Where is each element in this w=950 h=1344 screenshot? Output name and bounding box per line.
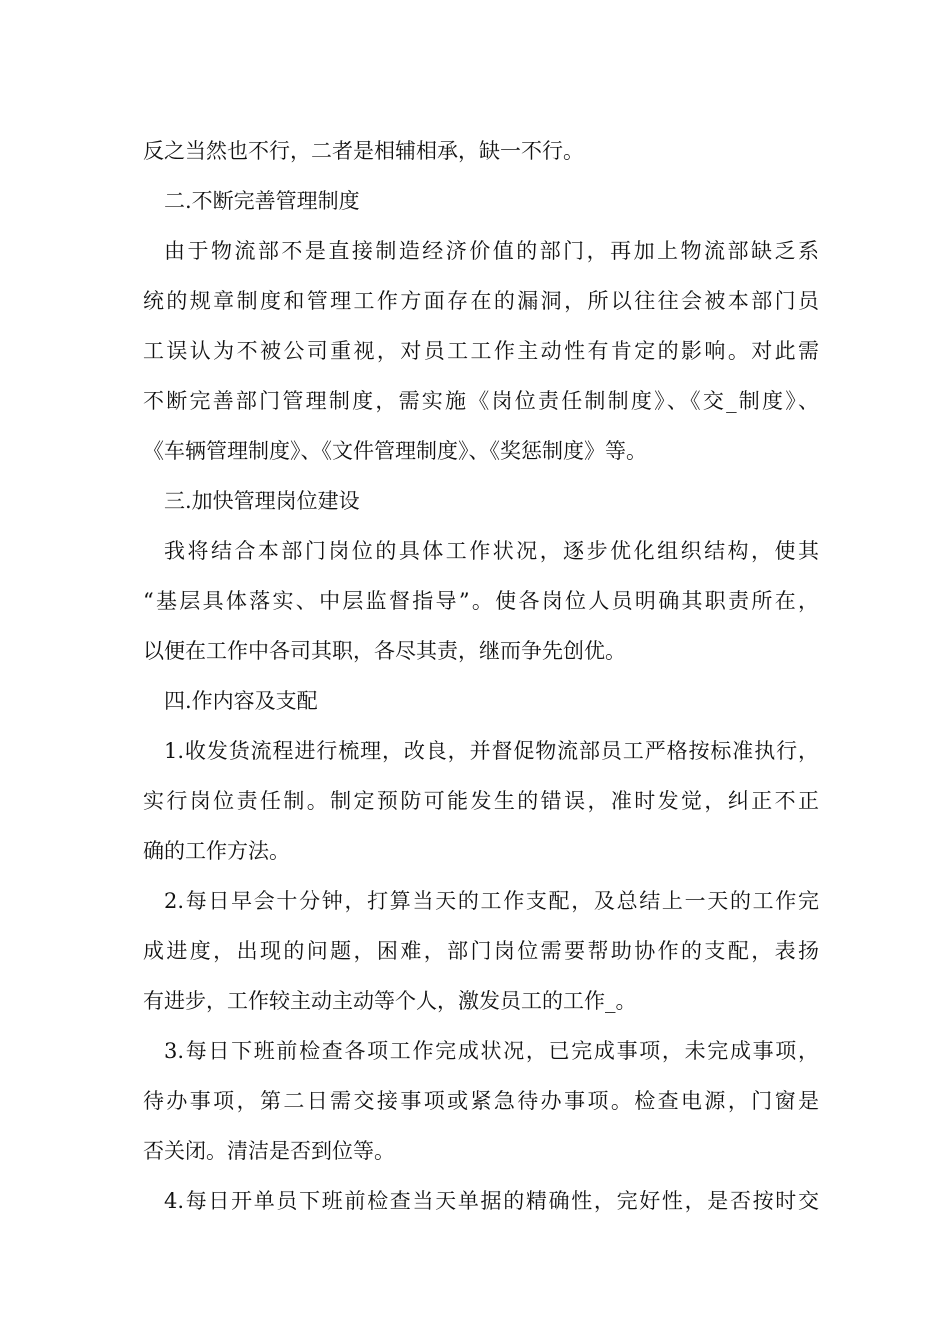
text-line: 不断完善部门管理制度，需实施《岗位责任制制度》、《交_制度》、: [143, 389, 819, 413]
text-line: 3.每日下班前检查各项工作完成状况，已完成事项，未完成事项，: [164, 1039, 819, 1063]
text-line: 我将结合本部门岗位的具体工作状况，逐步优化组织结构，使其: [164, 539, 819, 563]
text-line: 4.每日开单员下班前检查当天单据的精确性，完好性，是否按时交: [164, 1189, 819, 1213]
text-line: 2.每日早会十分钟，打算当天的工作支配，及总结上一天的工作完: [164, 889, 819, 913]
text-line: 有进步，工作较主动主动等个人，激发员工的工作_。: [143, 989, 637, 1013]
text-line: 以便在工作中各司其职，各尽其责，继而争先创优。: [143, 639, 626, 663]
section-heading: 二.不断完善管理制度: [164, 189, 360, 213]
text-line: 反之当然也不行，二者是相辅相承，缺一不行。: [143, 139, 584, 163]
text-line: 《车辆管理制度》、《文件管理制度》、《奖惩制度》等。: [143, 439, 647, 463]
text-line: 待办事项，第二日需交接事项或紧急待办事项。检查电源，门窗是: [143, 1089, 819, 1113]
text-line: 工误认为不被公司重视，对员工工作主动性有肯定的影响。对此需: [143, 339, 819, 363]
text-line: 成进度，出现的问题，困难，部门岗位需要帮助协作的支配，表扬: [143, 939, 819, 963]
text-line: 1.收发货流程进行梳理，改良，并督促物流部员工严格按标准执行，: [164, 739, 819, 763]
document-body: [143, 126, 819, 1226]
text-line: 否关闭。清洁是否到位等。: [143, 1139, 395, 1163]
text-line: “基层具体落实、中层监督指导”。使各岗位人员明确其职责所在，: [143, 589, 819, 613]
section-heading: 三.加快管理岗位建设: [164, 489, 360, 513]
section-heading: 四.作内容及支配: [164, 689, 318, 713]
text-line: 统的规章制度和管理工作方面存在的漏洞，所以往往会被本部门员: [143, 289, 819, 313]
text-line: 由于物流部不是直接制造经济价值的部门，再加上物流部缺乏系: [164, 239, 819, 263]
text-line: 确的工作方法。: [143, 839, 290, 863]
text-line: 实行岗位责任制。制定预防可能发生的错误，准时发觉，纠正不正: [143, 789, 819, 813]
